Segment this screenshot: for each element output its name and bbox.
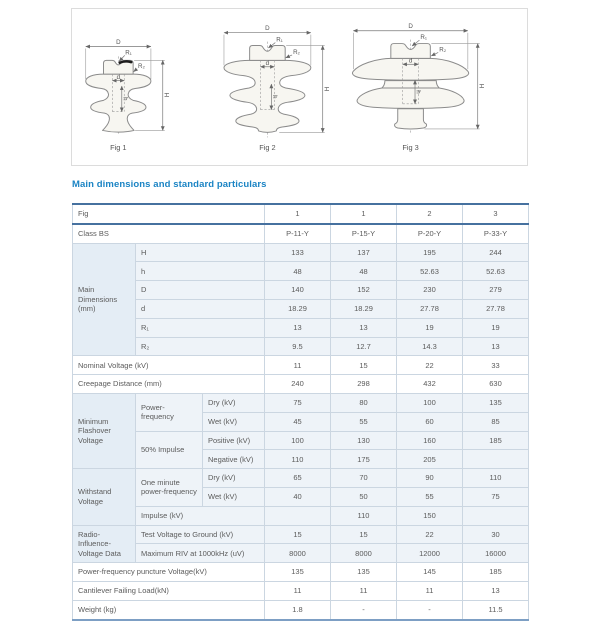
- data-cell: 80: [331, 393, 397, 412]
- row-label: H: [136, 243, 265, 262]
- dim-label-R1: R₁: [276, 36, 283, 44]
- data-cell: 11: [397, 581, 463, 600]
- tie-wire-detail: [120, 61, 131, 62]
- row-label-nominal-voltage: Nominal Voltage (kV): [73, 356, 265, 375]
- data-cell: 18.29: [265, 299, 331, 318]
- dim-label-h: h: [414, 90, 422, 94]
- row-label: Dry (kV): [203, 469, 265, 488]
- data-cell: 70: [331, 469, 397, 488]
- data-cell: 2: [397, 204, 463, 224]
- data-cell: 18.29: [331, 299, 397, 318]
- dim-label-D: D: [408, 23, 413, 31]
- data-cell: 244: [463, 243, 529, 262]
- data-cell: 145: [397, 563, 463, 582]
- data-cell: 52.63: [397, 262, 463, 281]
- insulator-body: [224, 60, 311, 132]
- row-label-50-impulse: 50% Impulse: [136, 431, 203, 469]
- row-label-fig: Fig: [73, 204, 265, 224]
- table-row-riv-max: [73, 544, 529, 563]
- data-cell: 137: [331, 243, 397, 262]
- data-cell: 185: [463, 431, 529, 450]
- data-cell: [463, 506, 529, 525]
- data-cell: 60: [397, 412, 463, 431]
- insulator-figure-3: [352, 23, 484, 152]
- group-label-withstand: Withstand Voltage: [73, 469, 136, 525]
- row-label: Dry (kV): [203, 393, 265, 412]
- insulator-drawings: [72, 9, 527, 165]
- data-cell: 100: [265, 431, 331, 450]
- table-row-class-bs: [73, 224, 529, 243]
- table-row-weight: [73, 600, 529, 619]
- data-cell: 14.3: [397, 337, 463, 356]
- figure-caption-1: Fig 1: [110, 143, 127, 153]
- data-cell: 135: [463, 393, 529, 412]
- insulator-waist: [382, 81, 439, 88]
- row-label-impulse: Impulse (kV): [136, 506, 265, 525]
- data-cell: 40: [265, 487, 331, 506]
- insulator-shed-bottom: [357, 88, 464, 108]
- data-cell: 15: [265, 525, 331, 544]
- data-cell: 160: [397, 431, 463, 450]
- data-cell: 135: [331, 563, 397, 582]
- group-label-riv: Radio-Influence-Voltage Data: [73, 525, 136, 563]
- row-label-puncture: Power-frequency puncture Voltage(kV): [73, 563, 265, 582]
- data-cell: [463, 450, 529, 469]
- data-cell: -: [331, 600, 397, 619]
- dim-label-d: d: [116, 73, 121, 81]
- dim-label-D: D: [265, 25, 270, 33]
- dim-label-R2: R₂: [293, 48, 300, 56]
- data-cell: 133: [265, 243, 331, 262]
- data-cell: 8000: [331, 544, 397, 563]
- data-cell: -: [397, 600, 463, 619]
- row-label: Negative (kV): [203, 450, 265, 469]
- data-cell: 11: [265, 581, 331, 600]
- table-row-riv-test-voltage: [73, 525, 529, 544]
- insulator-base: [395, 109, 427, 129]
- table-row-dim-H: [73, 243, 529, 262]
- data-cell: P-33-Y: [463, 224, 529, 243]
- dim-label-H: H: [322, 86, 330, 92]
- data-cell: 175: [331, 450, 397, 469]
- data-cell: 1: [331, 204, 397, 224]
- insulator-body: [86, 74, 151, 132]
- data-cell: 12.7: [331, 337, 397, 356]
- data-cell: 27.78: [463, 299, 529, 318]
- data-cell: 630: [463, 375, 529, 394]
- data-cell: 205: [397, 450, 463, 469]
- data-cell: 65: [265, 469, 331, 488]
- row-label-class-bs: Class BS: [73, 224, 265, 243]
- row-label: Test Voltage to Ground (kV): [136, 525, 265, 544]
- table-row-dim-h: [73, 262, 529, 281]
- data-cell: 150: [397, 506, 463, 525]
- row-label: R₂: [136, 337, 265, 356]
- row-label: Wet (kV): [203, 487, 265, 506]
- data-cell: 45: [265, 412, 331, 431]
- data-cell: 432: [397, 375, 463, 394]
- data-cell: 11: [265, 356, 331, 375]
- row-label: D: [136, 281, 265, 300]
- dim-label-R1: R₁: [125, 49, 132, 57]
- dim-label-R2: R₂: [439, 46, 447, 54]
- data-cell: 100: [397, 393, 463, 412]
- dim-label-H: H: [477, 83, 485, 89]
- data-cell: 85: [463, 412, 529, 431]
- data-cell: 110: [463, 469, 529, 488]
- data-cell: 48: [331, 262, 397, 281]
- data-cell: 135: [265, 563, 331, 582]
- dim-label-d: d: [408, 57, 413, 65]
- row-label: h: [136, 262, 265, 281]
- table-row-withstand-dry: [73, 469, 529, 488]
- table-row-impulse-positive: [73, 431, 529, 450]
- row-label-power-frequency: Power-frequency: [136, 393, 203, 431]
- dim-label-d: d: [265, 60, 270, 68]
- table-row-dim-R1: [73, 318, 529, 337]
- data-cell: 12000: [397, 544, 463, 563]
- data-cell: 16000: [463, 544, 529, 563]
- row-label-cantilever: Cantilever Failing Load(kN): [73, 581, 265, 600]
- data-cell: 152: [331, 281, 397, 300]
- table-row-fig: [73, 204, 529, 224]
- data-cell: 110: [265, 450, 331, 469]
- data-cell: 185: [463, 563, 529, 582]
- data-cell: [265, 506, 331, 525]
- data-cell: 130: [331, 431, 397, 450]
- row-label-weight: Weight (kg): [73, 600, 265, 619]
- figure-caption-3: Fig 3: [402, 143, 419, 153]
- dim-label-R1: R₁: [420, 34, 428, 42]
- data-cell: 11.5: [463, 600, 529, 619]
- table-row-flashover-dry: [73, 393, 529, 412]
- insulator-cap: [391, 44, 430, 59]
- data-cell: 1: [265, 204, 331, 224]
- table-row-dim-D: [73, 281, 529, 300]
- data-cell: 30: [463, 525, 529, 544]
- table-row-nominal-voltage: [73, 356, 529, 375]
- data-cell: 140: [265, 281, 331, 300]
- section-title: Main dimensions and standard particulars: [72, 179, 267, 190]
- specs-table: [72, 203, 529, 621]
- data-cell: 13: [331, 318, 397, 337]
- data-cell: 195: [397, 243, 463, 262]
- group-label-main-dimensions: Main Dimensions (mm): [73, 243, 136, 356]
- figure-caption-2: Fig 2: [259, 143, 276, 153]
- data-cell: 230: [397, 281, 463, 300]
- data-cell: P-20-Y: [397, 224, 463, 243]
- dim-label-h: h: [121, 97, 129, 101]
- data-cell: 55: [397, 487, 463, 506]
- data-cell: P-11-Y: [265, 224, 331, 243]
- data-cell: 33: [463, 356, 529, 375]
- table-row-puncture: [73, 563, 529, 582]
- data-cell: 279: [463, 281, 529, 300]
- data-cell: 3: [463, 204, 529, 224]
- data-cell: 13: [463, 337, 529, 356]
- data-cell: 50: [331, 487, 397, 506]
- insulator-drawings-panel: [71, 8, 528, 166]
- dim-label-H: H: [162, 92, 170, 98]
- row-label: Wet (kV): [203, 412, 265, 431]
- insulator-cap: [250, 46, 286, 61]
- data-cell: P-15-Y: [331, 224, 397, 243]
- data-cell: 22: [397, 525, 463, 544]
- row-label: R₁: [136, 318, 265, 337]
- data-cell: 48: [265, 262, 331, 281]
- table-row-cantilever: [73, 581, 529, 600]
- data-cell: 110: [331, 506, 397, 525]
- data-cell: 9.5: [265, 337, 331, 356]
- data-cell: 8000: [265, 544, 331, 563]
- data-cell: 11: [331, 581, 397, 600]
- dim-label-R2: R₂: [138, 63, 145, 71]
- data-cell: 19: [397, 318, 463, 337]
- data-cell: 22: [397, 356, 463, 375]
- insulator-figure-2: [224, 25, 330, 152]
- data-cell: 55: [331, 412, 397, 431]
- table-row-creepage-distance: [73, 375, 529, 394]
- dim-label-D: D: [116, 39, 121, 47]
- data-cell: 298: [331, 375, 397, 394]
- insulator-figure-1: [86, 39, 170, 152]
- data-cell: 75: [265, 393, 331, 412]
- data-cell: 19: [463, 318, 529, 337]
- data-cell: 27.78: [397, 299, 463, 318]
- data-cell: 75: [463, 487, 529, 506]
- row-label: d: [136, 299, 265, 318]
- group-label-min-flashover: Minimum Flashover Voltage: [73, 393, 136, 468]
- data-cell: 15: [331, 525, 397, 544]
- data-cell: 13: [265, 318, 331, 337]
- row-label-one-minute: One minute power-frequency: [136, 469, 203, 507]
- table-row-withstand-impulse: [73, 506, 529, 525]
- row-label-creepage-distance: Creepage Distance (mm): [73, 375, 265, 394]
- row-label: Maximum RIV at 1000kHz (uV): [136, 544, 265, 563]
- table-row-dim-d: [73, 299, 529, 318]
- row-label: Positive (kV): [203, 431, 265, 450]
- data-cell: 90: [397, 469, 463, 488]
- data-cell: 13: [463, 581, 529, 600]
- data-cell: 240: [265, 375, 331, 394]
- data-cell: 15: [331, 356, 397, 375]
- table-row-dim-R2: [73, 337, 529, 356]
- data-cell: 52.63: [463, 262, 529, 281]
- data-cell: 1.8: [265, 600, 331, 619]
- dim-label-h: h: [270, 95, 278, 99]
